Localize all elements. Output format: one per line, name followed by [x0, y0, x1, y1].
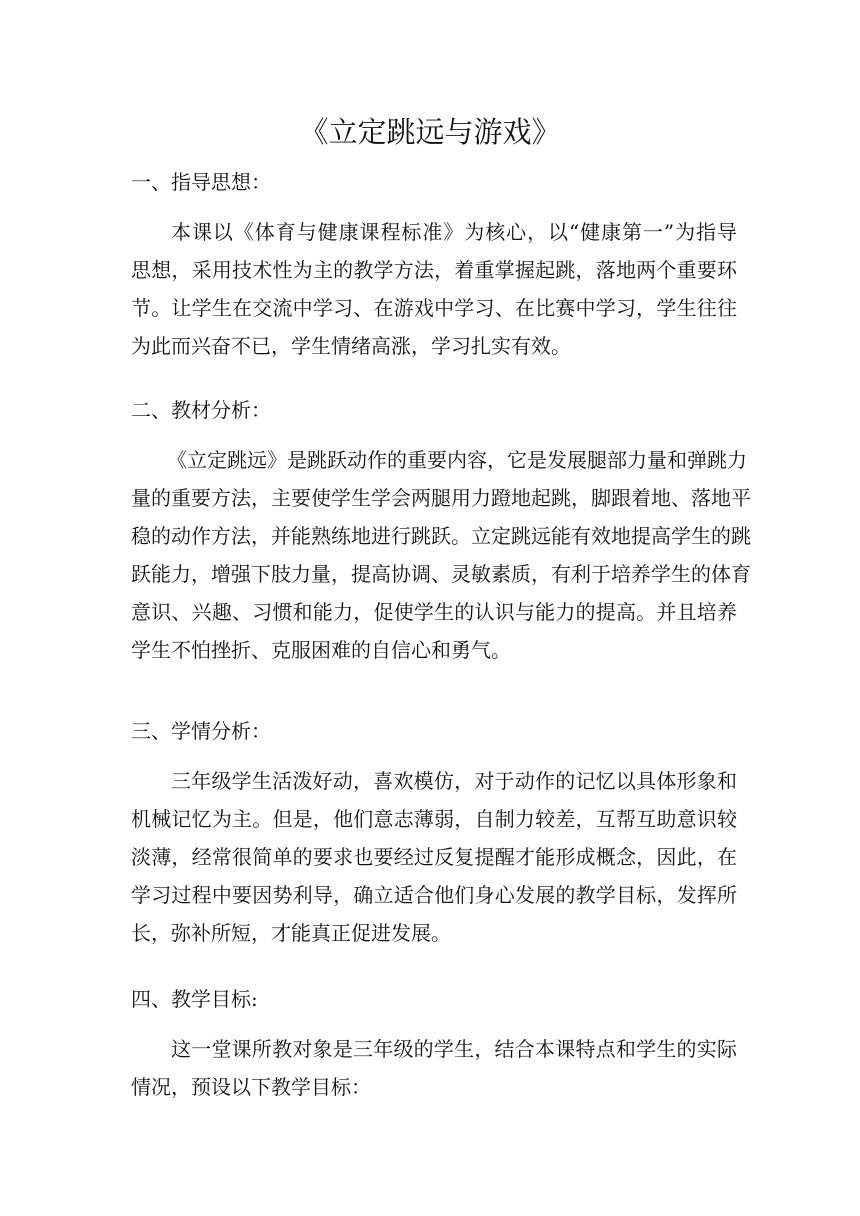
document-title: 《立定跳远与游戏》 — [299, 115, 561, 149]
paragraph-line: 跃能力，增强下肢力量，提高协调、灵敏素质，有利于培养学生的体育 — [131, 562, 751, 586]
section-student-analysis — [131, 712, 737, 952]
paragraph-line: 情况，预设以下教学目标： — [131, 1075, 371, 1099]
paragraph-line: 本课以《体育与健康课程标准》为核心，以“健康第一”为指导 — [171, 220, 737, 244]
paragraph-line: 《立定跳远》是跳跃动作的重要内容，它是发展腿部力量和弹跳力 — [167, 448, 747, 472]
paragraph-line: 为此而兴奋不已，学生情绪高涨，学习扎实有效。 — [131, 334, 571, 358]
section-heading: 三、学情分析： — [131, 719, 271, 743]
paragraph-line: 长，弥补所短，才能真正促进发展。 — [131, 921, 451, 945]
paragraph-line: 思想，采用技术性为主的教学方法，着重掌握起跳，落地两个重要环 — [131, 258, 737, 282]
paragraph-line: 稳的动作方法，并能熟练地进行跳跃。立定跳远能有效地提高学生的跳 — [131, 524, 751, 548]
paragraph-line: 三年级学生活泼好动，喜欢模仿，对于动作的记忆以具体形象和 — [171, 769, 737, 793]
paragraph-line: 意识、兴趣、习惯和能力，促使学生的认识与能力的提高。并且培养 — [131, 600, 737, 624]
paragraph-line: 量的重要方法，主要使学生学会两腿用力蹬地起跳，脚跟着地、落地平 — [131, 486, 751, 510]
paragraph-line: 节。让学生在交流中学习、在游戏中学习、在比赛中学习，学生往往 — [131, 296, 737, 320]
section-material-analysis — [131, 391, 751, 669]
paragraph-line: 学生不怕挫折、克服困难的自信心和勇气。 — [131, 638, 511, 662]
section-heading: 二、教材分析： — [131, 398, 271, 422]
paragraph-line: 淡薄，经常很简单的要求也要经过反复提醒才能形成概念，因此，在 — [131, 845, 737, 869]
section-teaching-objectives — [131, 980, 737, 1106]
paragraph-line: 机械记忆为主。但是，他们意志薄弱，自制力较差，互帮互助意识较 — [131, 807, 737, 831]
section-heading: 一、指导思想： — [131, 170, 271, 194]
section-heading: 四、教学目标: — [131, 987, 258, 1011]
section-guiding-ideology — [131, 163, 737, 365]
paragraph-line: 学习过程中要因势利导，确立适合他们身心发展的教学目标，发挥所 — [131, 883, 737, 907]
paragraph-line: 这一堂课所教对象是三年级的学生，结合本课特点和学生的实际 — [171, 1037, 737, 1061]
